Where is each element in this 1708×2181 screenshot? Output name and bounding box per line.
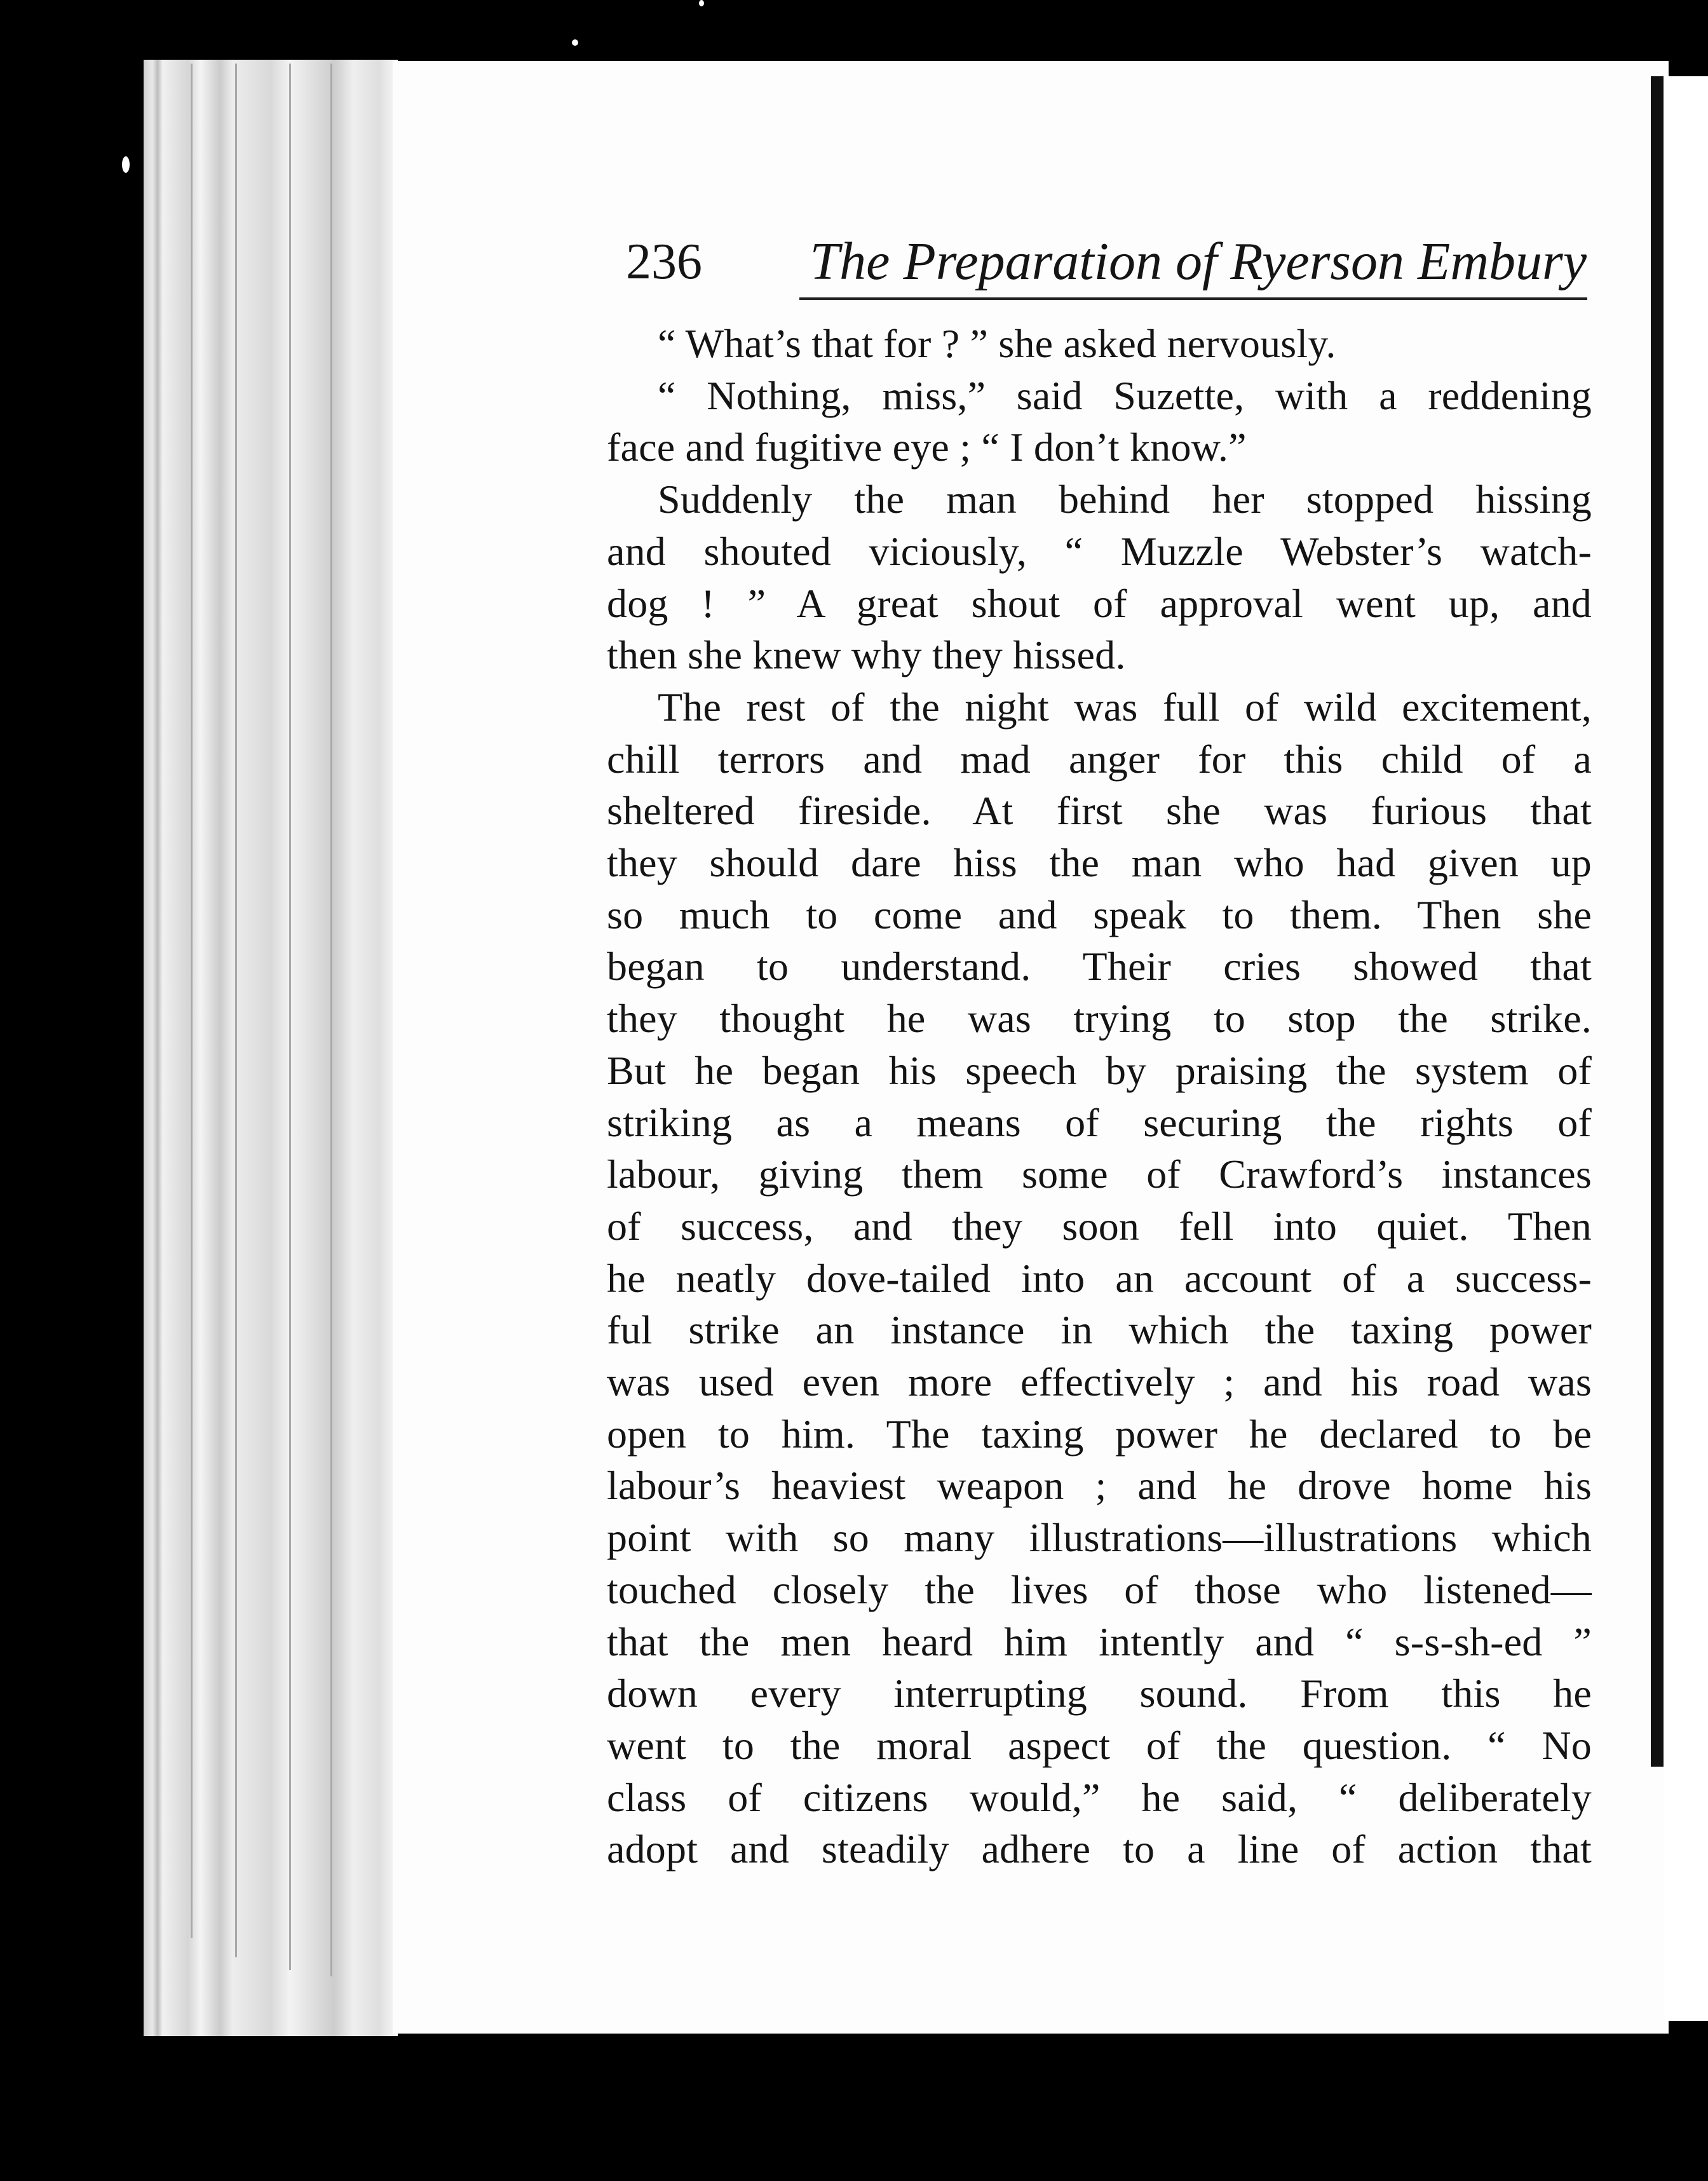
- facing-page-edge: [1664, 76, 1708, 2021]
- text-line: he neatly dove-tailed into an account of a success-: [607, 1255, 1592, 1301]
- text-line: was used even more effectively ; and his road was: [607, 1359, 1592, 1405]
- page-edge-line: [235, 64, 237, 1957]
- text-line: that the men heard him intently and “ s-s-sh-ed ”: [607, 1619, 1592, 1664]
- page-edge-line: [191, 64, 193, 1938]
- body-text: [607, 318, 1592, 1875]
- text-line: went to the moral aspect of the question. “ No: [607, 1722, 1592, 1768]
- text-line: “ Nothing, miss,” said Suzette, with a reddening: [658, 372, 1592, 418]
- text-line: striking as a means of securing the rights of: [607, 1099, 1592, 1145]
- text-line: began to understand. Their cries showed that: [607, 944, 1592, 989]
- text-line: labour, giving them some of Crawford’s instances: [607, 1152, 1592, 1197]
- text-line: down every interrupting sound. From this he: [607, 1671, 1592, 1716]
- header-rule: [799, 297, 1587, 300]
- running-header: [626, 230, 1587, 300]
- text-line: sheltered fireside. At first she was furious that: [607, 788, 1592, 834]
- text-line: But he began his speech by praising the system of: [607, 1047, 1592, 1093]
- text-line: ful strike an instance in which the taxing power: [607, 1307, 1592, 1353]
- scan-speck: [699, 0, 704, 6]
- scan-speck: [572, 39, 578, 46]
- text-line: dog ! ” A great shout of approval went up, and: [607, 580, 1592, 626]
- text-line: of success, and they soon fell into quiet. Then: [607, 1203, 1592, 1249]
- text-line: The rest of the night was full of wild excitement,: [658, 684, 1592, 730]
- running-title: The Preparation of Ryerson Embury: [810, 232, 1587, 291]
- page-gutter-shadow: [1651, 76, 1664, 1767]
- text-line: so much to come and speak to them. Then she: [607, 892, 1592, 937]
- page-number: 236: [626, 234, 702, 290]
- page-stack-edges: [144, 60, 398, 2036]
- scan-speck: [122, 156, 130, 173]
- text-line: adopt and steadily adhere to a line of action that: [607, 1826, 1592, 1872]
- text-line: chill terrors and mad anger for this child of a: [607, 736, 1592, 782]
- text-line: they should dare hiss the man who had given up: [607, 840, 1592, 886]
- text-line: touched closely the lives of those who listened—: [607, 1566, 1592, 1612]
- text-line: open to him. The taxing power he declared to be: [607, 1411, 1592, 1457]
- page-edge-line: [330, 64, 332, 1976]
- text-line: face and fugitive eye ; “ I don’t know.”: [607, 425, 1247, 470]
- text-line: “ What’s that for ? ” she asked nervously.: [658, 321, 1336, 366]
- text-line: and shouted viciously, “ Muzzle Webster’s watch-: [607, 528, 1592, 574]
- text-line: class of citizens would,” he said, “ deliberately: [607, 1774, 1592, 1820]
- text-line: Suddenly the man behind her stopped hissing: [658, 477, 1592, 522]
- text-line: then she knew why they hissed.: [607, 632, 1126, 678]
- text-line: labour’s heaviest weapon ; and he drove home his: [607, 1463, 1592, 1509]
- page-edge-line: [289, 64, 291, 1970]
- text-line: point with so many illustrations—illustrations which: [607, 1515, 1592, 1561]
- text-line: they thought he was trying to stop the strike.: [607, 996, 1592, 1042]
